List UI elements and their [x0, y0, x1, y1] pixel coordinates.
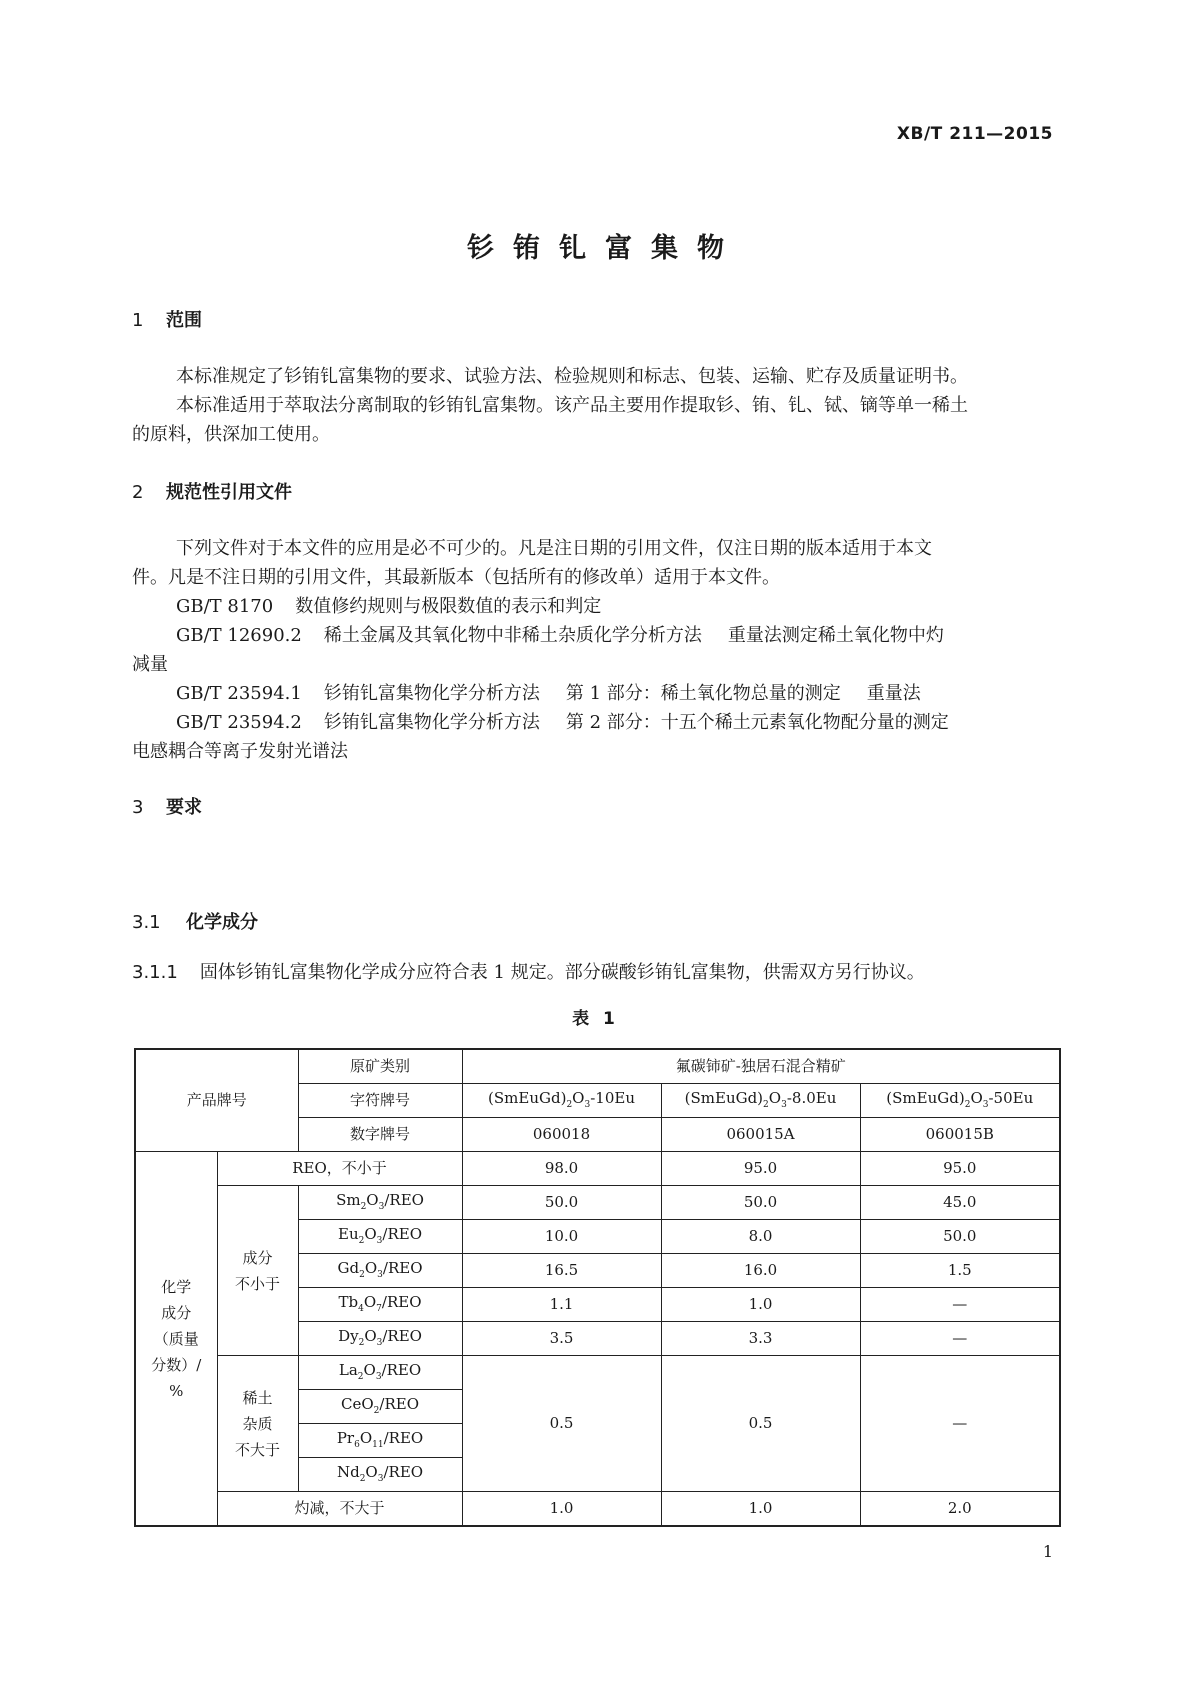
table-caption: 表 1: [572, 1009, 619, 1029]
reference-code: GB/T 12690.2: [176, 625, 302, 646]
ore-type-value: 氟碳铈矿-独居石混合精矿: [462, 1049, 1060, 1084]
value-cell: 95.0: [661, 1152, 860, 1186]
value-cell: 1.5: [860, 1254, 1060, 1288]
ore-type-label: 原矿类别: [298, 1049, 462, 1084]
reference-item: [176, 592, 601, 618]
clause-number: 3.1.1: [132, 962, 178, 983]
value-cell: 0.5: [462, 1356, 661, 1492]
reference-item: [176, 708, 949, 734]
value-cell: 50.0: [860, 1220, 1060, 1254]
section-3-1-heading: [132, 908, 258, 934]
reference-title-part: 重量法: [866, 683, 921, 704]
component-name: $Dy_2O_3$/REO: [298, 1322, 462, 1356]
value-cell: —: [860, 1356, 1060, 1492]
paragraph-line: 本标准规定了钐铕钆富集物的要求、试验方法、检验规则和标志、包装、运输、贮存及质量证明书。: [176, 366, 968, 387]
section-2-heading: [132, 478, 292, 504]
reference-title-part: 第 1 部分：稀土氧化物总量的测定: [565, 683, 841, 704]
reference-title-part: 重量法测定稀土氧化物中灼: [727, 625, 944, 646]
reference-title: 稀土金属及其氧化物中非稀土杂质化学分析方法: [323, 625, 702, 646]
reference-title: 钐铕钆富集物化学分析方法: [323, 683, 540, 704]
reference-title: 数值修约规则与极限数值的表示和判定: [295, 596, 602, 617]
section-title: 范围: [166, 310, 202, 331]
impurity-name: CeO$_2$/REO: [298, 1390, 462, 1424]
value-cell: 98.0: [462, 1152, 661, 1186]
page-number: 1: [1042, 1542, 1053, 1561]
num-grade-label: 数字牌号: [298, 1118, 462, 1152]
section-title: 要求: [166, 797, 202, 818]
table-row: [135, 1152, 1060, 1186]
section-2-body: [132, 534, 1052, 592]
section-title: 规范性引用文件: [166, 482, 292, 503]
component-group-label: 成分 不小于: [217, 1186, 298, 1356]
composition-table: [134, 1048, 1061, 1527]
reference-title: 钐铕钆富集物化学分析方法: [323, 712, 540, 733]
reference-code: GB/T 23594.1: [176, 683, 302, 704]
num-grade-cell: 060015B: [860, 1118, 1060, 1152]
value-cell: 50.0: [462, 1186, 661, 1220]
value-cell: 3.3: [661, 1322, 860, 1356]
value-cell: 45.0: [860, 1186, 1060, 1220]
char-grade-label: 字符牌号: [298, 1084, 462, 1118]
chem-comp-label: 化学 成分 （质量 分数）/ %: [135, 1152, 217, 1527]
section-number: 3.1: [132, 912, 161, 933]
value-cell: 16.0: [661, 1254, 860, 1288]
table-row: [135, 1186, 1060, 1220]
component-name: $Gd_2O_3$/REO: [298, 1254, 462, 1288]
standard-code: XB/T 211—2015: [896, 124, 1053, 144]
reference-continuation: 减量: [132, 654, 168, 675]
section-title: 化学成分: [186, 912, 258, 933]
value-cell: 1.1: [462, 1288, 661, 1322]
impurity-name: $Nd_2O_3$/REO: [298, 1458, 462, 1492]
value-cell: 16.5: [462, 1254, 661, 1288]
document-title: 钐铕钆富集物: [467, 233, 743, 264]
reference-item: [176, 621, 944, 647]
section-1-heading: [132, 306, 202, 332]
num-grade-cell: 060018: [462, 1118, 661, 1152]
value-cell: 1.0: [661, 1288, 860, 1322]
char-grade-cell: $(SmEuGd)_2O_3-50Eu$: [860, 1084, 1060, 1118]
impurity-name: $Pr_6O_{11}$/REO: [298, 1424, 462, 1458]
paragraph-line: 的原料，供深加工使用。: [132, 424, 330, 445]
value-cell: 2.0: [860, 1492, 1060, 1527]
paragraph-line: 本标准适用于萃取法分离制取的钐铕钆富集物。该产品主要用作提取钐、铕、钆、铽、镝等单一稀土: [176, 395, 968, 416]
value-cell: —: [860, 1322, 1060, 1356]
paragraph-line: 件。凡是不注日期的引用文件，其最新版本（包括所有的修改单）适用于本文件。: [132, 567, 780, 588]
section-number: 1: [132, 310, 144, 331]
char-grade-cell: $(SmEuGd)_2O_3-8.0Eu$: [661, 1084, 860, 1118]
value-cell: —: [860, 1288, 1060, 1322]
product-grade-header: 产品牌号: [135, 1049, 298, 1152]
impurity-name: $La_2O_3$/REO: [298, 1356, 462, 1390]
reference-title-part: 第 2 部分：十五个稀土元素氧化物配分量的测定: [565, 712, 949, 733]
value-cell: 8.0: [661, 1220, 860, 1254]
table-row: [135, 1492, 1060, 1527]
component-name: $Sm_2O_3$/REO: [298, 1186, 462, 1220]
clause-3-1-1: [132, 958, 925, 984]
value-cell: 3.5: [462, 1322, 661, 1356]
paragraph-line: 下列文件对于本文件的应用是必不可少的。凡是注日期的引用文件，仅注日期的版本适用于本文: [176, 538, 932, 559]
component-name: $Eu_2O_3$/REO: [298, 1220, 462, 1254]
reo-label: REO，不小于: [217, 1152, 462, 1186]
reference-code: GB/T 8170: [176, 596, 274, 617]
component-name: $Tb_4O_7$/REO: [298, 1288, 462, 1322]
loi-label: 灼减，不大于: [217, 1492, 462, 1527]
table-row: [135, 1049, 1060, 1084]
value-cell: 0.5: [661, 1356, 860, 1492]
num-grade-cell: 060015A: [661, 1118, 860, 1152]
clause-text: 固体钐铕钆富集物化学成分应符合表 1 规定。部分碳酸钐铕钆富集物，供需双方另行协议。: [199, 962, 925, 983]
section-number: 2: [132, 482, 144, 503]
reference-item: [176, 679, 921, 705]
table-row: [135, 1356, 1060, 1390]
reference-code: GB/T 23594.2: [176, 712, 302, 733]
value-cell: 1.0: [462, 1492, 661, 1527]
value-cell: 50.0: [661, 1186, 860, 1220]
section-number: 3: [132, 797, 144, 818]
char-grade-cell: $(SmEuGd)_2O_3-10Eu$: [462, 1084, 661, 1118]
value-cell: 10.0: [462, 1220, 661, 1254]
value-cell: 95.0: [860, 1152, 1060, 1186]
section-3-heading: [132, 793, 202, 819]
impurity-group-label: 稀土 杂质 不大于: [217, 1356, 298, 1492]
reference-continuation: 电感耦合等离子发射光谱法: [132, 741, 348, 762]
section-1-body: [132, 362, 1052, 449]
value-cell: 1.0: [661, 1492, 860, 1527]
